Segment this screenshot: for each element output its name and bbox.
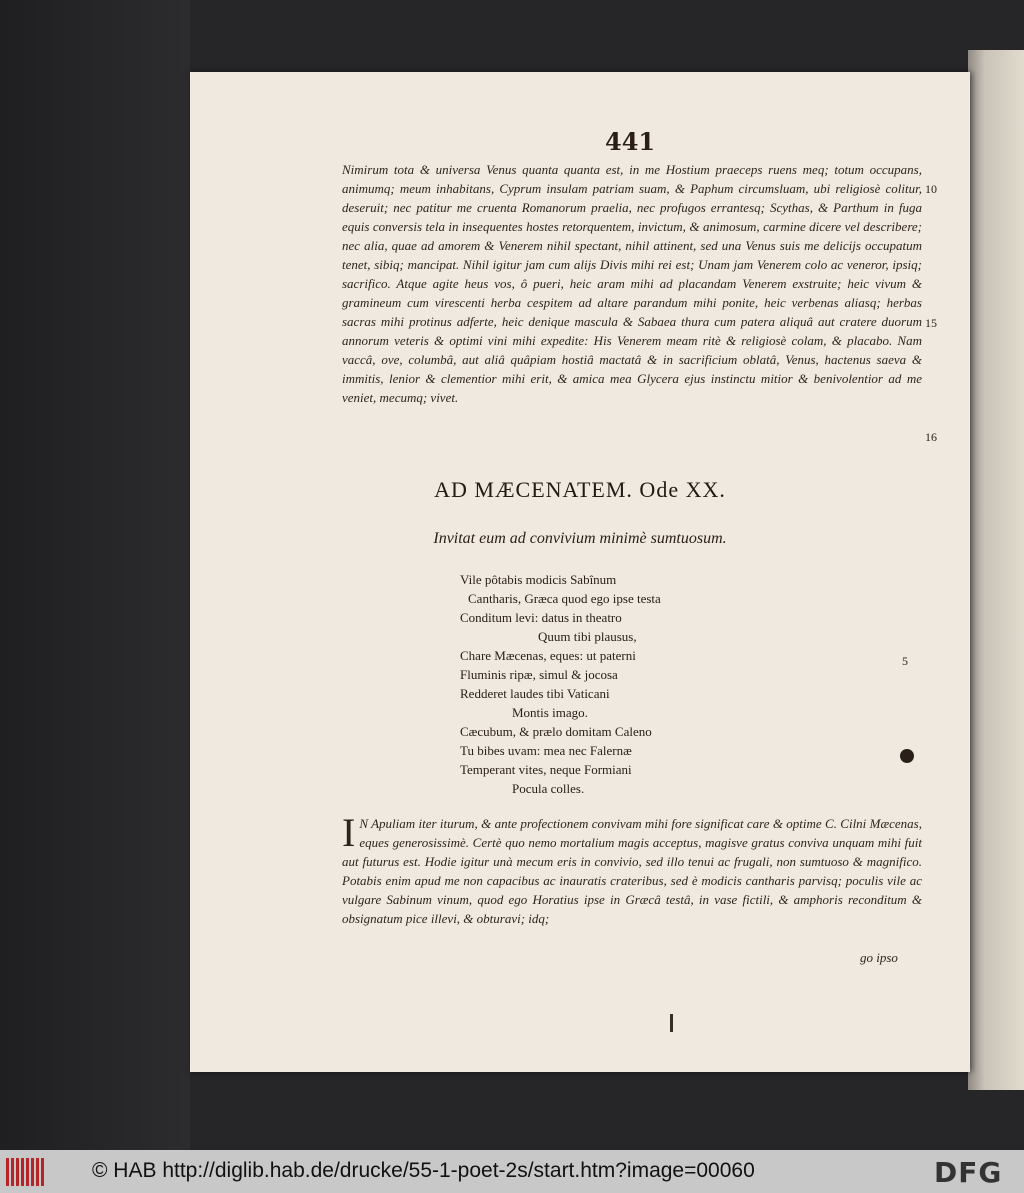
- signature-mark: [670, 1014, 673, 1032]
- ode-heading: AD MÆCENATEM. Ode XX.: [434, 477, 726, 502]
- verse-line: Cantharis, Græca quod ego ipse testa: [468, 591, 661, 606]
- verse-line: Tu bibes uvam: mea nec Falernæ: [460, 743, 632, 758]
- prose-bottom-text: N Apuliam iter iturum, & ante profectionem convivam mihi fore significat care & optime C. Cilni Mæcenas, eques generosissimè. Certè quo nemo mortalium magis acceptus, magisve gratus conviva unquam mihi fuit aut futurus est. Hodie igitur unà mecum eris in convivio, sed illo tenui ac frugali, non sumtuoso & magnifico. Potabis enim apud me non capacibus ac inauratis crateribus, sed è modicis cantharis parvisq; poculis vile ac vulgare Sabinum vinum, quod ego Horatius ipse in Græcâ testâ, in vase fictili, & amphoris reconditum & obsignatum pice illevi, & obturavi; idq;: [342, 816, 922, 926]
- book-page: [190, 72, 970, 1072]
- hab-logo-icon: [6, 1158, 46, 1186]
- drop-cap: I: [342, 810, 356, 855]
- verse-line: Pocula colles.: [512, 781, 585, 796]
- footer-bar: [0, 1150, 1024, 1193]
- ode-subheading: Invitat eum ad convivium minimè sumtuosum.: [433, 530, 727, 547]
- line-number-10: 10: [925, 182, 937, 196]
- page-number: 441: [605, 127, 656, 156]
- verse-line: Cæcubum, & prælo domitam Caleno: [460, 724, 652, 739]
- dfg-logo: DFG: [934, 1156, 1003, 1189]
- verse-line-number: 5: [902, 654, 908, 668]
- next-page-edge: [968, 50, 1024, 1090]
- ode-verse: [460, 570, 860, 798]
- verse-line: Vile pôtabis modicis Sabînum: [460, 572, 617, 587]
- verse-line: Quum tibi plausus,: [538, 629, 637, 644]
- verse-line: Chare Mæcenas, eques: ut paterni: [460, 648, 636, 663]
- catchword: go ipso: [860, 950, 898, 965]
- line-number-15: 15: [925, 316, 937, 330]
- verse-line: Redderet laudes tibi Vaticani: [460, 686, 610, 701]
- dark-background: [0, 0, 190, 1150]
- prose-bottom: [342, 810, 922, 928]
- ornament-icon: [900, 749, 914, 763]
- prose-top: Nimirum tota & universa Venus quanta quanta est, in me Hostium praeceps ruens meq; totum occupans, animumq; meum inhabitans, Cyprum insulam patriam suam, & Paphum circumsluam, ubi religiosè colitur, deseruit; nec patitur me cruenta Romanorum praelia, nec profugos errantesq; Scythas, & Parthum in fuga equis conversis tela in insequentes hostes retorquentem, invictum, & animosum, carmine dicere vel describere; nec alia, quae ad amorem & Venerem nihil spectant, nihil attinent, sed una Venus suis me delicijs occupatum tenet, sibiq; mancipat. Nihil igitur jam cum alijs Divis mihi rei est; Unam jam Venerem colo ac veneror, ipsiq; sacrifico. Atque agite heus vos, ô pueri, heic aram mihi ad placandam Venerem exstruite; heic vivum & gramineum cum virescenti herba cespitem ad altare parandum mihi ponite, heic verbenas aliasq; herbas sacras mihi protinus adferte, heic denique mascula & Sabaea thura cum patera aliquâ aut cratere duorum annorum veteris & optimi vini mihi expedite: His Venerem meam ritè & religiosè colam, & placabo. Nam vaccâ, ove, columbâ, aut aliâ quâpiam hostiâ mactatâ & in sacrificium oblatâ, Venus, hactenus saeva & immitis, lenior & clementior mihi erit, & amica mea Glycera ejus instinctu mitior & benivolentior ad me veniet, mecumq; vivet.: [342, 162, 922, 405]
- verse-line: Conditum levi: datus in theatro: [460, 610, 622, 625]
- verse-line: Temperant vites, neque Formiani: [460, 762, 632, 777]
- verse-line: Fluminis ripæ, simul & jocosa: [460, 667, 618, 682]
- verse-line: Montis imago.: [512, 705, 588, 720]
- copyright-url[interactable]: © HAB http://diglib.hab.de/drucke/55-1-poet-2s/start.htm?image=00060: [92, 1159, 755, 1182]
- line-number-16: 16: [925, 430, 937, 444]
